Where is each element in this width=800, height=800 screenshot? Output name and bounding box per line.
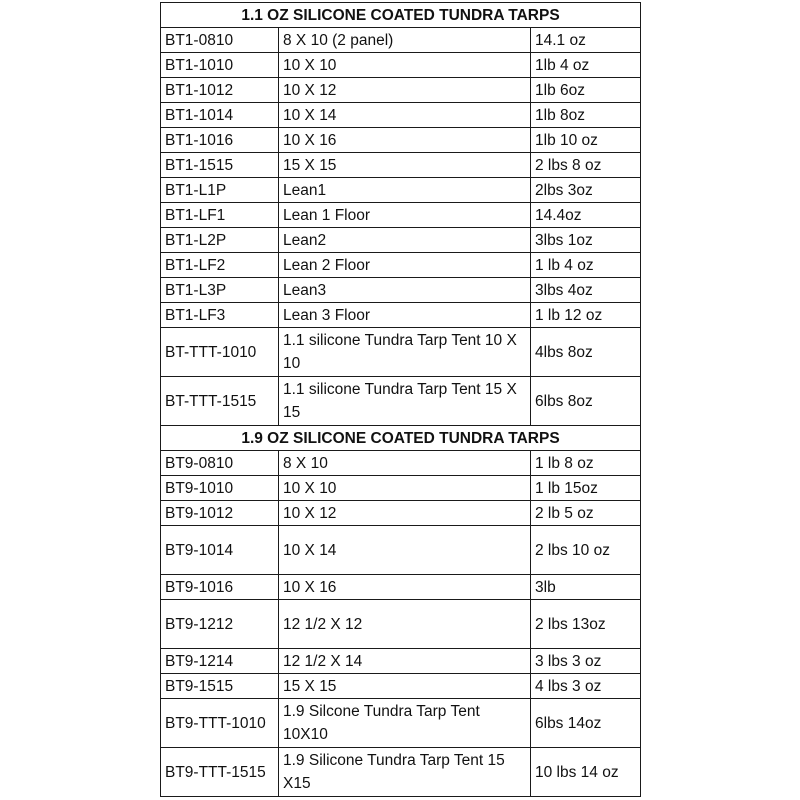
- size-cell: 12 1/2 X 14: [279, 649, 531, 674]
- tarp-spec-table: [160, 2, 641, 797]
- weight-cell: 3lbs 4oz: [531, 278, 641, 303]
- table-row: [161, 53, 641, 78]
- weight-cell: 4 lbs 3 oz: [531, 674, 641, 699]
- table-row: [161, 476, 641, 501]
- size-cell: 10 X 16: [279, 575, 531, 600]
- sku-cell: BT1-L3P: [161, 278, 279, 303]
- table-row: [161, 78, 641, 103]
- size-cell: Lean 1 Floor: [279, 203, 531, 228]
- sku-cell: BT9-TTT-1010: [161, 699, 279, 748]
- size-cell: Lean1: [279, 178, 531, 203]
- table-row: [161, 674, 641, 699]
- tarp-spec-table-container: [160, 2, 640, 797]
- table-row: [161, 178, 641, 203]
- sku-cell: BT-TTT-1010: [161, 328, 279, 377]
- weight-cell: 1 lb 8 oz: [531, 451, 641, 476]
- sku-cell: BT1-1515: [161, 153, 279, 178]
- sku-cell: BT9-0810: [161, 451, 279, 476]
- sku-cell: BT9-TTT-1515: [161, 748, 279, 797]
- table-row: [161, 748, 641, 797]
- sku-cell: BT1-LF3: [161, 303, 279, 328]
- weight-cell: 1 lb 15oz: [531, 476, 641, 501]
- sku-cell: BT9-1212: [161, 600, 279, 649]
- sku-cell: BT1-0810: [161, 28, 279, 53]
- sku-cell: BT9-1014: [161, 526, 279, 575]
- weight-cell: 6lbs 8oz: [531, 377, 641, 426]
- sku-cell: BT9-1016: [161, 575, 279, 600]
- size-cell: Lean 2 Floor: [279, 253, 531, 278]
- size-cell: 10 X 14: [279, 103, 531, 128]
- sku-cell: BT1-1016: [161, 128, 279, 153]
- size-cell: 1.9 Silicone Tundra Tarp Tent 15 X15: [279, 748, 531, 797]
- sku-cell: BT9-1012: [161, 501, 279, 526]
- table-row: [161, 600, 641, 649]
- sku-cell: BT9-1010: [161, 476, 279, 501]
- table-row: [161, 451, 641, 476]
- table-row: [161, 153, 641, 178]
- table-row: [161, 699, 641, 748]
- weight-cell: 14.4oz: [531, 203, 641, 228]
- size-cell: 10 X 12: [279, 78, 531, 103]
- sku-cell: BT1-L1P: [161, 178, 279, 203]
- table-row: [161, 501, 641, 526]
- size-cell: 10 X 16: [279, 128, 531, 153]
- weight-cell: 3lbs 1oz: [531, 228, 641, 253]
- table-row: [161, 228, 641, 253]
- size-cell: 8 X 10 (2 panel): [279, 28, 531, 53]
- size-cell: 10 X 14: [279, 526, 531, 575]
- table-row: [161, 278, 641, 303]
- table-row: [161, 526, 641, 575]
- weight-cell: 1 lb 4 oz: [531, 253, 641, 278]
- table-row: [161, 103, 641, 128]
- table-row: [161, 377, 641, 426]
- size-cell: 1.1 silicone Tundra Tarp Tent 15 X 15: [279, 377, 531, 426]
- table-row: [161, 575, 641, 600]
- size-cell: 10 X 10: [279, 53, 531, 78]
- weight-cell: 2 lbs 8 oz: [531, 153, 641, 178]
- weight-cell: 4lbs 8oz: [531, 328, 641, 377]
- table-row: [161, 128, 641, 153]
- weight-cell: 14.1 oz: [531, 28, 641, 53]
- weight-cell: 1lb 10 oz: [531, 128, 641, 153]
- table-row: [161, 203, 641, 228]
- sku-cell: BT1-1014: [161, 103, 279, 128]
- weight-cell: 2 lbs 10 oz: [531, 526, 641, 575]
- weight-cell: 2 lbs 13oz: [531, 600, 641, 649]
- weight-cell: 10 lbs 14 oz: [531, 748, 641, 797]
- size-cell: 15 X 15: [279, 153, 531, 178]
- sku-cell: BT1-LF2: [161, 253, 279, 278]
- weight-cell: 2lbs 3oz: [531, 178, 641, 203]
- size-cell: Lean 3 Floor: [279, 303, 531, 328]
- sku-cell: BT9-1214: [161, 649, 279, 674]
- table-row: [161, 649, 641, 674]
- table-row: [161, 253, 641, 278]
- size-cell: 12 1/2 X 12: [279, 600, 531, 649]
- section-title: 1.1 OZ SILICONE COATED TUNDRA TARPS: [161, 3, 641, 28]
- weight-cell: 6lbs 14oz: [531, 699, 641, 748]
- table-row: [161, 303, 641, 328]
- sku-cell: BT1-1010: [161, 53, 279, 78]
- weight-cell: 1lb 8oz: [531, 103, 641, 128]
- weight-cell: 3lb: [531, 575, 641, 600]
- sku-cell: BT1-L2P: [161, 228, 279, 253]
- sku-cell: BT-TTT-1515: [161, 377, 279, 426]
- sku-cell: BT1-1012: [161, 78, 279, 103]
- weight-cell: 1lb 4 oz: [531, 53, 641, 78]
- size-cell: 1.9 Silcone Tundra Tarp Tent 10X10: [279, 699, 531, 748]
- sku-cell: BT9-1515: [161, 674, 279, 699]
- table-row: [161, 28, 641, 53]
- sku-cell: BT1-LF1: [161, 203, 279, 228]
- weight-cell: 2 lb 5 oz: [531, 501, 641, 526]
- size-cell: 1.1 silicone Tundra Tarp Tent 10 X 10: [279, 328, 531, 377]
- size-cell: 15 X 15: [279, 674, 531, 699]
- size-cell: Lean3: [279, 278, 531, 303]
- size-cell: Lean2: [279, 228, 531, 253]
- section-title: 1.9 OZ SILICONE COATED TUNDRA TARPS: [161, 426, 641, 451]
- size-cell: 10 X 10: [279, 476, 531, 501]
- size-cell: 10 X 12: [279, 501, 531, 526]
- weight-cell: 1lb 6oz: [531, 78, 641, 103]
- weight-cell: 3 lbs 3 oz: [531, 649, 641, 674]
- size-cell: 8 X 10: [279, 451, 531, 476]
- table-row: [161, 328, 641, 377]
- weight-cell: 1 lb 12 oz: [531, 303, 641, 328]
